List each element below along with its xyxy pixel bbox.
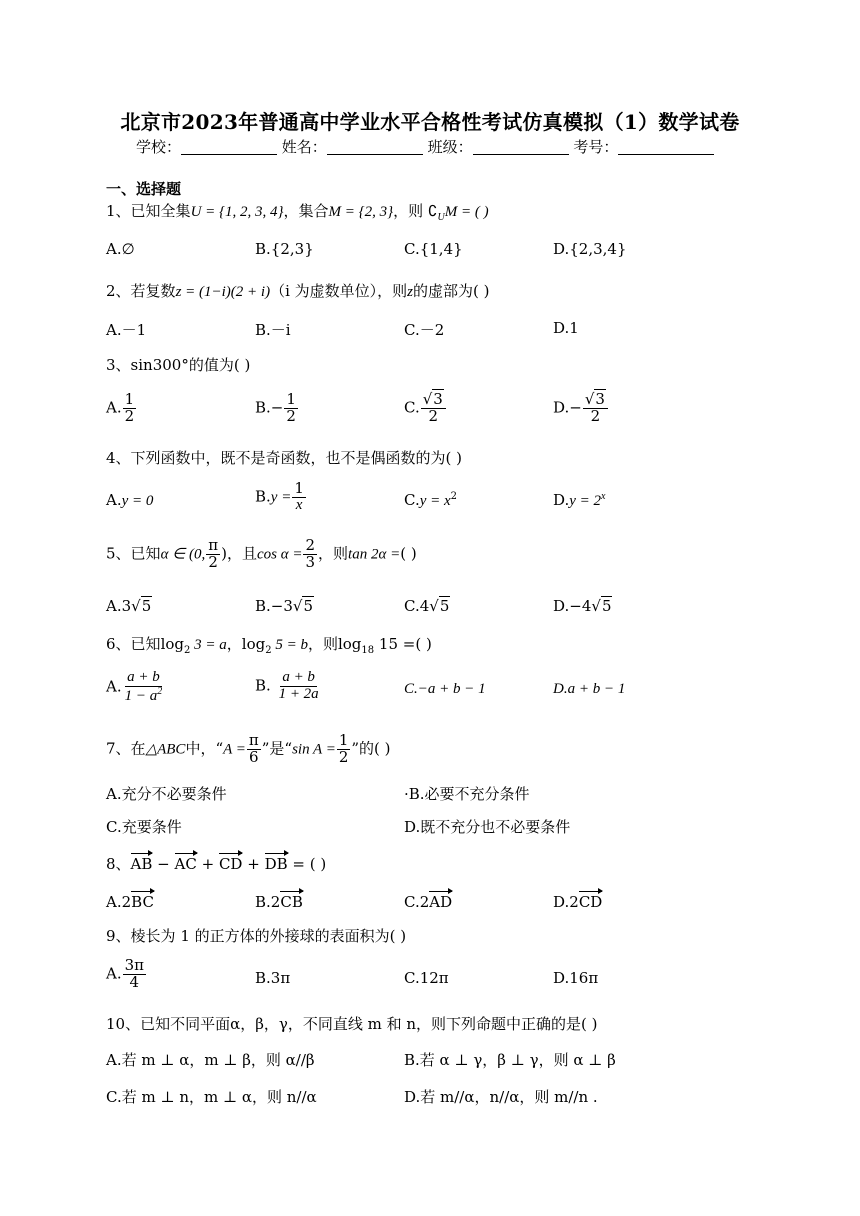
q4-option-c[interactable]	[404, 491, 457, 510]
question-10	[106, 1013, 598, 1034]
q5-option-c[interactable]: C.4√5	[404, 597, 450, 615]
fraction	[421, 392, 446, 425]
numerator: 1	[294, 479, 304, 497]
q-sub: U	[437, 212, 445, 223]
numerator: √3	[421, 392, 446, 409]
log-base: 2	[184, 645, 191, 656]
radicand: 5	[439, 597, 450, 615]
minus-sign: −	[569, 398, 582, 417]
q8-option-b[interactable]	[255, 890, 303, 911]
q-number: 6、	[106, 635, 131, 653]
option-math: y = 2	[569, 493, 602, 509]
denominator: 2	[286, 406, 296, 425]
q-math: sin300°	[130, 356, 189, 374]
q-math: log	[160, 635, 184, 653]
q-math: M = {2, 3}	[328, 204, 394, 220]
number-blank[interactable]	[618, 140, 714, 155]
radicand: 3	[595, 390, 605, 408]
q9-option-a[interactable]	[106, 958, 147, 991]
vector-ab: AB	[131, 852, 153, 873]
q-number: 9、	[106, 927, 131, 945]
q1-option-c[interactable]: C.{1,4}	[404, 240, 463, 258]
log-base: 18	[361, 645, 375, 656]
option-math: y = 0	[121, 493, 154, 509]
option-math: y =	[270, 489, 292, 506]
option-letter: A.3	[106, 597, 132, 615]
q9-option-d[interactable]: D.16π	[553, 969, 599, 987]
q6-option-b[interactable]	[255, 670, 322, 703]
option-letter: A.	[106, 398, 122, 417]
q7-option-b[interactable]: ·B.必要不充分条件	[404, 785, 530, 803]
question-8	[106, 852, 326, 874]
q-text: ，	[226, 635, 242, 653]
exponent: 2	[450, 491, 458, 502]
numerator: √3	[583, 392, 608, 409]
option-letter: B.	[255, 676, 276, 695]
q2-option-c[interactable]: C.－2	[404, 321, 445, 339]
q2-option-a[interactable]: A.－1	[106, 321, 147, 339]
option-letter: C.	[404, 398, 420, 417]
denominator: 2	[124, 406, 135, 425]
q-math: cos α =	[256, 546, 303, 563]
numerator: a + b	[127, 669, 160, 685]
numerator: 3π	[124, 956, 145, 974]
q-text: 已知	[130, 544, 161, 563]
q-math: A =	[223, 741, 246, 758]
denominator: 2	[338, 747, 349, 766]
denominator: x	[295, 496, 303, 513]
q8-option-c[interactable]	[404, 890, 452, 911]
option-letter: D.−4	[553, 597, 592, 615]
q-text: ( )	[400, 544, 417, 563]
q10-option-c[interactable]: C.若 m ⊥ n，m ⊥ α，则 n//α	[106, 1088, 317, 1106]
numerator: 1	[338, 731, 349, 749]
q7-option-d[interactable]: D.既不充分也不必要条件	[404, 818, 571, 836]
fraction	[583, 392, 608, 425]
question-4	[106, 447, 462, 468]
fraction	[292, 481, 306, 514]
q9-option-b[interactable]: B.3π	[255, 969, 291, 987]
school-blank[interactable]	[181, 140, 277, 155]
q-text: ，则 ∁	[393, 202, 438, 220]
operator: +	[196, 855, 219, 873]
numerator: a + b	[282, 669, 315, 685]
fraction	[277, 670, 321, 703]
q-text: ，则	[307, 635, 338, 653]
q-text: 的虚部为( )	[413, 282, 490, 300]
option-letter: C.	[404, 491, 420, 509]
fraction	[123, 392, 137, 425]
q-text: ，且	[226, 544, 257, 563]
q10-option-a[interactable]: A.若 m ⊥ α，m ⊥ β，则 α//β	[106, 1051, 315, 1069]
question-9	[106, 925, 406, 946]
option-letter: B.	[255, 487, 271, 506]
fraction	[206, 538, 220, 571]
q-text: 若复数	[130, 282, 176, 300]
q-text: 的值为( )	[188, 356, 251, 374]
radicand: 5	[601, 597, 612, 615]
q-text: 已知	[130, 635, 161, 653]
vector-bc: BC	[131, 890, 154, 911]
q5-option-a[interactable]: A.3√5	[106, 597, 152, 615]
q-text: 中，“	[185, 739, 224, 758]
minus-sign: −	[270, 398, 284, 417]
denominator: 3	[305, 552, 316, 571]
denominator: 1 + 2a	[278, 685, 319, 702]
q4-option-b[interactable]	[255, 481, 307, 514]
radicand: 3	[433, 390, 443, 408]
q-number: 4、	[106, 449, 131, 467]
fraction	[247, 733, 261, 766]
fraction	[123, 958, 146, 991]
q-math: M = ( )	[444, 204, 489, 220]
q6-option-d[interactable]: D.a + b − 1	[553, 681, 626, 697]
class-label: 班级：	[427, 138, 473, 156]
option-letter: B.	[255, 398, 271, 417]
q-text: ”的( )	[351, 739, 391, 758]
fraction	[123, 670, 165, 705]
q8-option-a[interactable]	[106, 890, 154, 911]
q3-option-b[interactable]	[255, 392, 299, 425]
vector-ad: AD	[429, 890, 452, 911]
q3-option-d[interactable]	[553, 392, 609, 425]
q10-option-d[interactable]: D.若 m//α，n//α，则 m//n .	[404, 1088, 598, 1106]
option-letter: D.	[553, 398, 570, 417]
option-letter: C.4	[404, 597, 430, 615]
q-text: 在	[130, 739, 146, 758]
vector-cd: CD	[579, 890, 603, 911]
q-number: 7、	[106, 739, 131, 758]
q10-option-b[interactable]: B.若 α ⊥ γ，β ⊥ γ，则 α ⊥ β	[404, 1051, 616, 1069]
option-letter: A.	[106, 677, 122, 696]
q8-option-d[interactable]	[553, 890, 602, 911]
section-heading: 一、选择题	[106, 180, 182, 198]
q-math: U = {1, 2, 3, 4}	[190, 204, 284, 220]
numerator: 2	[305, 536, 316, 554]
numerator: π	[248, 731, 259, 749]
option-letter: D.2	[553, 893, 579, 911]
q7-option-a[interactable]: A.充分不必要条件	[106, 785, 227, 803]
q-number: 2、	[106, 282, 131, 300]
denominator: 4	[129, 972, 140, 991]
q3-option-a[interactable]	[106, 392, 137, 425]
q-text: 已知全集	[130, 202, 191, 220]
denominator: 6	[249, 747, 259, 766]
q-text: 棱长为 1 的正方体的外接球的表面积为( )	[130, 927, 407, 945]
denominator-text: 1 − a	[124, 687, 158, 704]
q3-option-c[interactable]	[404, 392, 447, 425]
q5-option-b[interactable]: B.−3√5	[255, 597, 314, 615]
q-text: 下列函数中，既不是奇函数，也不是偶函数的为( )	[130, 449, 463, 467]
question-5	[106, 538, 417, 571]
q-text: ”是“	[261, 739, 293, 758]
option-math: y = x	[419, 493, 451, 509]
radicand: 5	[141, 597, 152, 615]
denominator: 2	[428, 406, 439, 425]
student-info-line	[136, 136, 714, 157]
name-label: 姓名：	[281, 138, 327, 156]
school-label: 学校：	[136, 138, 182, 156]
q1-option-a[interactable]: A.∅	[106, 240, 135, 258]
option-letter: A.	[106, 964, 122, 983]
operator: −	[152, 855, 175, 873]
vector-cd: CD	[219, 852, 243, 873]
q-number: 10、	[106, 1015, 141, 1033]
q2-option-d[interactable]: D.1	[553, 319, 579, 337]
q1-option-b[interactable]: B.{2,3}	[255, 240, 314, 258]
option-letter: A.2	[106, 893, 132, 911]
option-letter: B.2	[255, 893, 281, 911]
q5-option-d[interactable]: D.−4√5	[553, 597, 612, 615]
radicand: 5	[303, 597, 314, 615]
q-math: △ABC	[145, 741, 186, 758]
numerator: π	[208, 536, 219, 554]
option-letter: A.	[106, 491, 122, 509]
q-math: z	[407, 284, 414, 300]
class-blank[interactable]	[473, 140, 569, 155]
option-letter: B.−3	[255, 597, 293, 615]
q-math: 15 =	[374, 635, 416, 653]
option-letter: C.2	[404, 893, 430, 911]
q-math: z = (1−i)(2 + i)	[175, 284, 271, 300]
q6-option-c[interactable]: C.−a + b − 1	[404, 681, 486, 697]
name-blank[interactable]	[327, 140, 423, 155]
numerator: 1	[124, 390, 135, 408]
question-6	[106, 633, 432, 656]
denominator: 2	[590, 406, 601, 425]
q-math: tan 2α =	[348, 546, 401, 563]
fraction	[284, 392, 298, 425]
number-label: 考号：	[573, 138, 619, 156]
q-math: sin A =	[292, 741, 336, 758]
q-text: ，则	[318, 544, 349, 563]
question-3	[106, 354, 250, 375]
vector-cb: CB	[280, 890, 303, 911]
vector-ac: AC	[175, 852, 197, 873]
vector-db: DB	[265, 852, 288, 873]
fraction	[303, 538, 317, 571]
q-math: log	[241, 635, 266, 653]
q4-option-d[interactable]	[553, 491, 606, 510]
q4-option-a[interactable]	[106, 491, 153, 510]
q-text: 已知不同平面α，β，γ，不同直线 m 和 n，则下列命题中正确的是( )	[140, 1015, 598, 1033]
denominator	[123, 687, 165, 705]
q-text: ( )	[415, 635, 432, 653]
q-number: 8、	[106, 855, 131, 873]
q6-option-a[interactable]	[106, 670, 165, 705]
denominator: 2	[208, 552, 218, 571]
q-number: 1、	[106, 202, 131, 220]
q7-option-c[interactable]: C.充要条件	[106, 818, 182, 836]
option-letter: D.	[553, 491, 570, 509]
question-1	[106, 200, 489, 223]
question-2	[106, 280, 490, 301]
q9-option-c[interactable]: C.12π	[404, 969, 449, 987]
q-number: 5、	[106, 544, 131, 563]
q-number: 3、	[106, 356, 131, 374]
numerator: 1	[286, 390, 296, 408]
q2-option-b[interactable]: B.－i	[255, 321, 291, 339]
q-math: )	[221, 544, 227, 563]
log-base: 2	[265, 645, 272, 656]
q1-option-d[interactable]: D.{2,3,4}	[553, 240, 627, 258]
exponent: x	[601, 491, 606, 502]
q-math: α ∈ (0,	[160, 546, 206, 563]
q-math: 3 = a	[190, 637, 227, 653]
question-7	[106, 733, 391, 766]
q-text: （i 为虚数单位），则	[270, 282, 408, 300]
operator: +	[242, 855, 265, 873]
q-math: 5 = b	[271, 637, 308, 653]
q-text: ，集合	[283, 202, 329, 220]
q-text: = ( )	[287, 855, 327, 873]
page-title: 北京市2023年普通高中学业水平合格性考试仿真模拟（1）数学试卷	[120, 110, 740, 134]
exponent: 2	[157, 685, 163, 697]
fraction	[337, 733, 351, 766]
q-math: log	[337, 635, 362, 653]
